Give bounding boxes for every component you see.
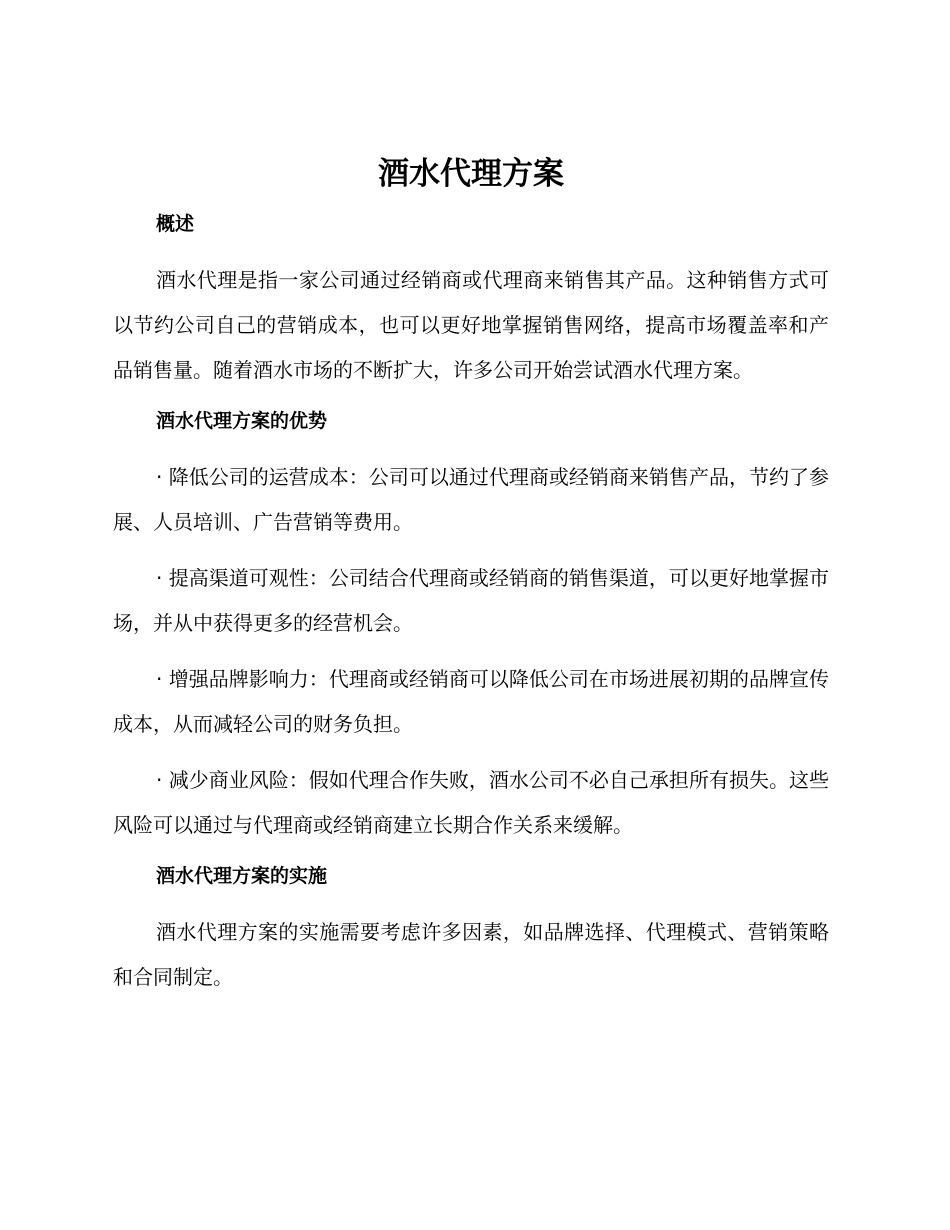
section-heading-advantages: 酒水代理方案的优势 <box>156 410 328 432</box>
document-title: 酒水代理方案 <box>378 156 564 192</box>
implementation-paragraph: 酒水代理方案的实施需要考虑许多因素，如品牌选择、代理模式、营销策略和合同制定。 <box>113 920 829 989</box>
advantage-item-channel: · 提高渠道可观性：公司结合代理商或经销商的销售渠道，可以更好地掌握市场，并从中获得更多的经营机会。 <box>113 566 829 635</box>
section-heading-overview: 概述 <box>156 213 195 235</box>
advantage-item-brand: · 增强品牌影响力：代理商或经销商可以降低公司在市场进展初期的品牌宣传成本，从而减轻公司的财务负担。 <box>113 667 829 736</box>
advantage-item-risk: · 减少商业风险：假如代理合作失败，酒水公司不必自己承担所有损失。这些风险可以通过与代理商或经销商建立长期合作关系来缓解。 <box>113 768 829 837</box>
overview-paragraph: 酒水代理是指一家公司通过经销商或代理商来销售其产品。这种销售方式可以节约公司自己的营销成本，也可以更好地掌握销售网络，提高市场覆盖率和产品销售量。随着酒水市场的不断扩大，许多公司开始尝试酒水代理方案。 <box>113 268 829 382</box>
section-heading-implementation: 酒水代理方案的实施 <box>156 865 328 887</box>
advantage-item-cost: · 降低公司的运营成本：公司可以通过代理商或经销商来销售产品，节约了参展、人员培训、广告营销等费用。 <box>113 465 829 534</box>
